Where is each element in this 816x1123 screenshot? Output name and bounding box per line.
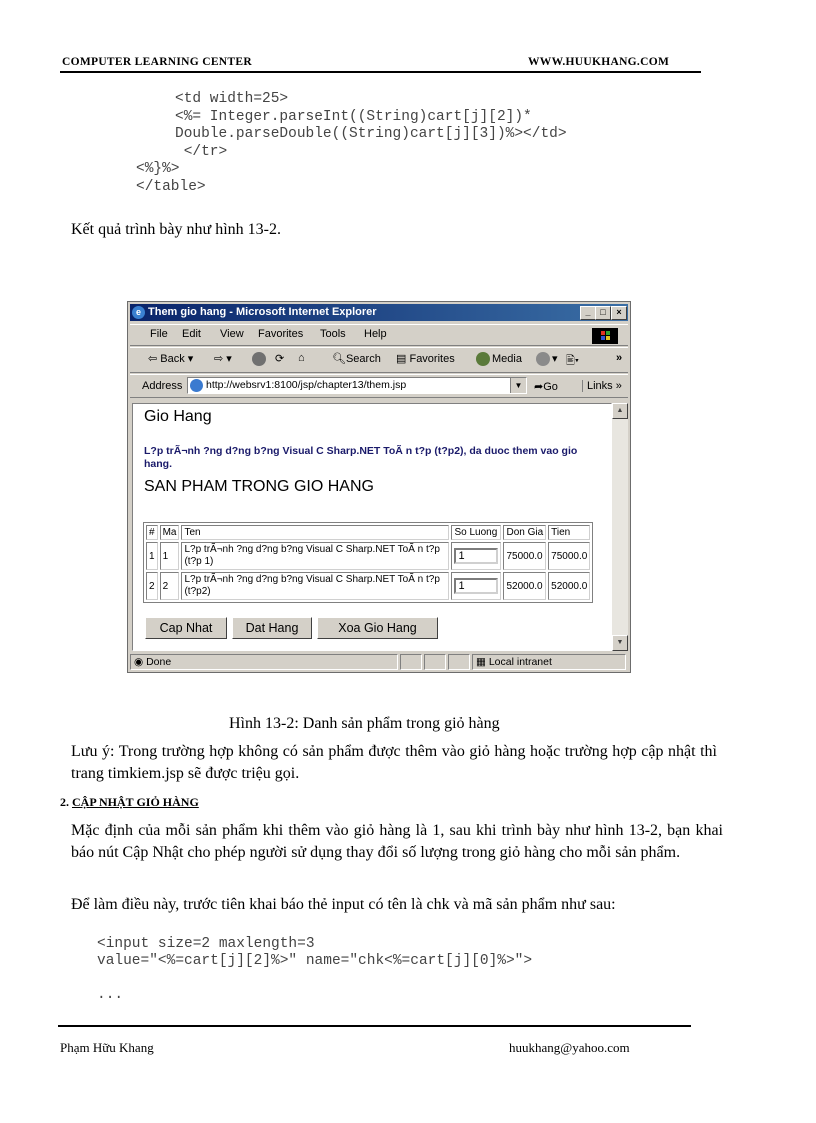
go-arrow-icon: ➦ bbox=[534, 381, 544, 393]
ie-logo-icon: e bbox=[132, 306, 145, 319]
code-line: <input size=2 maxlength=3 bbox=[97, 936, 315, 952]
column-header: So Luong bbox=[451, 525, 501, 540]
unit-price: 52000.0 bbox=[503, 572, 546, 600]
code-line: <%= Integer.parseInt((String)cart[j][2])* bbox=[175, 108, 532, 125]
home-button[interactable]: ⌂ bbox=[298, 352, 305, 364]
windows-flag-icon bbox=[592, 328, 618, 344]
paragraph-1: Mặc định của mỗi sản phẩm khi thêm vào giỏ hàng là 1, sau khi trình bày như hình 13-2, bạn khai báo nút Cập Nhật cho phép người sử dụng thay đổi số lượng trong giỏ hàng cho mỗi sản phẩm. bbox=[71, 822, 723, 861]
menu-view[interactable]: View bbox=[220, 328, 244, 340]
vertical-scrollbar[interactable] bbox=[612, 403, 628, 651]
order-button[interactable]: Dat Hang bbox=[232, 617, 312, 639]
address-input[interactable] bbox=[187, 377, 527, 394]
menu-favorites[interactable]: Favorites bbox=[258, 328, 304, 340]
menu-file[interactable]: File bbox=[150, 328, 168, 340]
intro-text: Kết quả trình bày như hình 13-2. bbox=[71, 221, 281, 238]
line-total: 75000.0 bbox=[548, 542, 590, 570]
code-line: </table> bbox=[136, 178, 206, 195]
clear-cart-button[interactable]: Xoa Gio Hang bbox=[317, 617, 438, 639]
browser-window bbox=[127, 301, 631, 673]
code-line: <%}%> bbox=[136, 161, 180, 177]
menu-bar bbox=[130, 324, 628, 346]
column-header: Tien bbox=[548, 525, 590, 540]
added-message: L?p trÃ¬nh ?ng d?ng b?ng Visual C Sharp.NET ToÃ n t?p (t?p2), da duoc them vao gio hang. bbox=[144, 445, 578, 470]
code-line: <td width=25> bbox=[175, 91, 289, 107]
product-code: 1 bbox=[160, 542, 180, 570]
status-panel bbox=[400, 654, 422, 670]
column-header: Ten bbox=[181, 525, 449, 540]
go-button[interactable] bbox=[534, 380, 558, 393]
media-button[interactable] bbox=[476, 352, 522, 366]
unit-price: 75000.0 bbox=[503, 542, 546, 570]
column-header: Ma bbox=[160, 525, 180, 540]
status-bar bbox=[130, 653, 628, 671]
page-icon bbox=[190, 379, 203, 392]
back-label: Back bbox=[160, 353, 185, 365]
paragraph-2: Để làm điều này, trước tiên khai báo thẻ input có tên là chk và mã sản phẩm như sau: bbox=[71, 896, 616, 913]
footer-right: huukhang@yahoo.com bbox=[509, 1040, 630, 1055]
links-button[interactable]: Links » bbox=[582, 380, 622, 392]
stop-button[interactable] bbox=[252, 352, 268, 366]
links-label: Links bbox=[587, 380, 613, 392]
intranet-icon: ▦ bbox=[476, 656, 486, 668]
row-number: 2 bbox=[146, 572, 158, 600]
status-done bbox=[130, 654, 398, 670]
code-line: ... bbox=[97, 987, 124, 1003]
cart-subheading: SAN PHAM TRONG GIO HANG bbox=[144, 478, 374, 495]
footer-rule bbox=[58, 1025, 691, 1027]
standard-toolbar bbox=[130, 347, 628, 373]
status-panel bbox=[424, 654, 446, 670]
page-content bbox=[132, 403, 612, 651]
note-text: Lưu ý: Trong trường hợp không có sản phẩm được thêm vào giỏ hàng hoặc trường hợp cập nhật thì trang timkiem.jsp sẽ được triệu gọi. bbox=[71, 743, 717, 782]
search-button[interactable] bbox=[332, 352, 381, 365]
header-rule bbox=[60, 71, 701, 73]
title-bar bbox=[130, 304, 628, 321]
section-title: CẬP NHẬT GIỎ HÀNG bbox=[72, 795, 199, 809]
favorites-icon: ▤ bbox=[396, 353, 407, 365]
status-zone bbox=[472, 654, 626, 670]
table-row bbox=[146, 542, 590, 570]
menu-help[interactable]: Help bbox=[364, 328, 387, 340]
row-number: 1 bbox=[146, 542, 158, 570]
code-line: value="<%=cart[j][2]%>" name="chk<%=cart[j][0]%>"> bbox=[97, 953, 533, 969]
scroll-down-icon[interactable]: ▼ bbox=[612, 635, 628, 651]
line-total: 52000.0 bbox=[548, 572, 590, 600]
menu-tools[interactable]: Tools bbox=[320, 328, 346, 340]
code-line: Double.parseDouble((String)cart[j][3])%></td> bbox=[175, 126, 567, 142]
quantity-cell bbox=[451, 542, 501, 570]
mail-button[interactable]: 🖹︎▾ bbox=[566, 355, 579, 367]
code-line: </tr> bbox=[175, 143, 228, 160]
figure-caption: Hình 13-2: Danh sản phẩm trong giỏ hàng bbox=[229, 715, 500, 732]
media-label: Media bbox=[492, 352, 522, 365]
section-number: 2. bbox=[60, 795, 69, 809]
menu-edit[interactable]: Edit bbox=[182, 328, 201, 340]
page-heading: Gio Hang bbox=[144, 408, 212, 425]
address-label: Address bbox=[142, 380, 183, 392]
refresh-button[interactable]: ⟳ bbox=[275, 353, 285, 365]
update-button[interactable]: Cap Nhat bbox=[145, 617, 227, 639]
address-dropdown-icon[interactable]: ▼ bbox=[510, 378, 526, 393]
minimize-button[interactable]: _ bbox=[580, 306, 596, 320]
maximize-button[interactable]: □ bbox=[595, 306, 611, 320]
window-title: Them gio hang - Microsoft Internet Explorer bbox=[148, 306, 377, 318]
history-button[interactable]: ▾ bbox=[536, 352, 558, 366]
favorites-button[interactable] bbox=[396, 352, 455, 365]
favorites-label: Favorites bbox=[409, 353, 455, 365]
table-row bbox=[146, 572, 590, 600]
address-bar bbox=[130, 374, 628, 398]
close-button[interactable]: × bbox=[611, 306, 627, 320]
header-right: WWW.HUUKHANG.COM bbox=[528, 56, 670, 68]
search-icon: 🔍︎ bbox=[332, 353, 346, 365]
footer-left: Phạm Hữu Khang bbox=[60, 1040, 154, 1055]
scroll-up-icon[interactable]: ▲ bbox=[612, 403, 628, 419]
zone-text: Local intranet bbox=[488, 656, 552, 668]
cart-table bbox=[143, 522, 593, 603]
toolbar-overflow-icon[interactable]: » bbox=[616, 352, 623, 364]
forward-button[interactable]: ⇨ ▾ bbox=[214, 353, 232, 365]
column-header: # bbox=[146, 525, 158, 540]
quantity-cell bbox=[451, 572, 501, 600]
address-value: http://websrv1:8100/jsp/chapter13/them.jsp bbox=[206, 379, 407, 391]
back-button[interactable]: ⇦ Back ▾ bbox=[148, 353, 194, 365]
status-text: Done bbox=[146, 656, 172, 668]
quantity-input[interactable]: 1 bbox=[454, 548, 498, 564]
search-label: Search bbox=[345, 353, 381, 365]
status-panel bbox=[448, 654, 470, 670]
product-code: 2 bbox=[160, 572, 180, 600]
table-header-row bbox=[146, 525, 590, 540]
quantity-input[interactable]: 1 bbox=[454, 578, 498, 594]
column-header: Don Gia bbox=[503, 525, 546, 540]
go-label: Go bbox=[543, 381, 558, 393]
product-name: L?p trÃ¬nh ?ng d?ng b?ng Visual C Sharp.NET ToÃ n t?p (t?p2) bbox=[181, 572, 449, 600]
product-name: L?p trÃ¬nh ?ng d?ng b?ng Visual C Sharp.NET ToÃ n t?p (t?p 1) bbox=[181, 542, 449, 570]
ie-page-icon: ◉ bbox=[134, 656, 144, 668]
header-left: COMPUTER LEARNING CENTER bbox=[62, 56, 252, 68]
section-heading bbox=[60, 795, 199, 810]
